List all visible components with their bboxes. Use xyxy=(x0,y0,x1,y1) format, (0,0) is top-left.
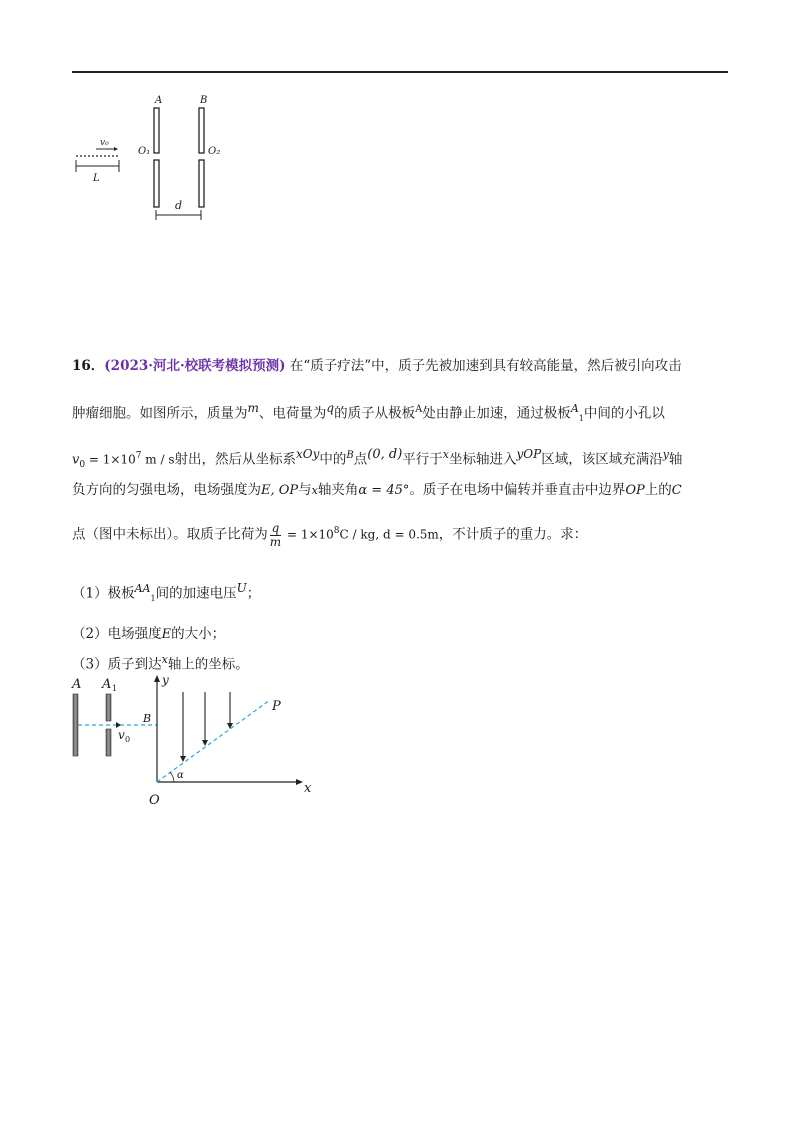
ratio-exponent: 8 xyxy=(333,526,340,536)
var-v0-sub: 0 xyxy=(79,460,86,471)
ratio-value: = 1×10 xyxy=(283,527,334,542)
var-x: x xyxy=(161,653,168,666)
text-segment: （3）质子到达 xyxy=(72,656,162,673)
text-segment: 轴上的坐标。 xyxy=(167,656,249,673)
var-yop: yOP xyxy=(516,447,542,461)
plate-a-label: A xyxy=(155,95,163,106)
plate-a1-label: A xyxy=(102,677,112,692)
var-a1: A xyxy=(570,402,579,415)
var-y: y xyxy=(662,448,669,461)
text-segment: 在“质子疗法”中，质子先被加速到具有较高能量，然后被引向攻击 xyxy=(289,358,682,374)
text-segment: 间的加速电压 xyxy=(155,585,237,602)
angle-label: α xyxy=(177,770,184,781)
hole-o1-label: O₁ xyxy=(138,146,151,157)
var-a1-sub: 1 xyxy=(578,414,584,424)
question-2 xyxy=(72,624,225,645)
ratio-denominator: m xyxy=(269,534,282,549)
problem-line-2 xyxy=(72,398,665,429)
text-segment: 中的 xyxy=(319,451,347,468)
hole-o2-label: O₂ xyxy=(208,146,221,157)
ratio-numerator: q xyxy=(271,520,280,535)
text-segment: 坐标轴进入 xyxy=(449,451,517,468)
ratio-unit-and-d: C / kg, d = 0.5m xyxy=(339,527,439,542)
text-segment: 的质子从极板 xyxy=(334,405,416,422)
text-segment: ，不计质子的重力。求： xyxy=(438,526,588,543)
plate-a1-lower xyxy=(106,729,111,756)
var-b: B xyxy=(346,450,354,461)
text-segment: 肿瘤细胞。如图所示，质量为 xyxy=(72,405,248,422)
velocity-exponent: 7 xyxy=(135,451,142,461)
text-segment: 轴 xyxy=(668,451,683,468)
var-e-op: E, OP xyxy=(261,483,299,498)
angle-alpha: α = 45° xyxy=(358,483,410,498)
text-segment: 点 xyxy=(353,451,368,468)
gap-label: d xyxy=(175,199,183,212)
point-p-label: P xyxy=(272,699,281,714)
plate-a1-sub: 1 xyxy=(112,684,118,693)
text-segment: 区域，该区域充满沿 xyxy=(541,451,663,468)
header-rule xyxy=(72,71,728,73)
problem-line-4 xyxy=(72,480,682,501)
text-segment: ； xyxy=(246,585,261,602)
charge-mass-ratio xyxy=(270,522,281,549)
var-aa1-sub: 1 xyxy=(150,594,156,604)
text-segment: 射出，然后从坐标系 xyxy=(174,451,297,468)
problem-number: 16． xyxy=(72,358,105,374)
text-segment: 上的 xyxy=(644,482,672,498)
var-u: U xyxy=(236,581,247,595)
var-xoy: xOy xyxy=(296,447,320,461)
problem-line-1 xyxy=(72,356,682,376)
plate-a-label: A xyxy=(72,677,82,692)
var-e: E xyxy=(161,627,172,642)
var-v0: v xyxy=(72,452,80,468)
var-m: m xyxy=(247,401,259,415)
problem-line-5 xyxy=(72,514,587,548)
length-label: L xyxy=(93,173,100,184)
velocity-label: v₀ xyxy=(100,138,109,148)
velocity-label: v xyxy=(118,728,125,742)
question-1 xyxy=(72,578,260,609)
velocity-sub: 0 xyxy=(125,735,131,744)
velocity-value: = 1×10 xyxy=(85,452,136,467)
text-segment: 处由静止加速，通过极板 xyxy=(422,405,571,422)
text-segment: 负方向的匀强电场，电场强度为 xyxy=(72,482,261,498)
text-segment: 轴夹角 xyxy=(317,482,359,498)
text-segment: 与 xyxy=(298,482,312,498)
field-diagram xyxy=(66,670,322,810)
plates-diagram xyxy=(66,88,226,228)
point-b-coords: (0, d) xyxy=(367,447,403,462)
origin-label: O xyxy=(149,793,160,808)
plate-a xyxy=(73,694,78,756)
source-tag: (2023·河北·校联考模拟预测) xyxy=(104,358,286,374)
var-x: x xyxy=(442,448,449,461)
var-a: A xyxy=(415,404,423,415)
text-segment: 。质子在电场中偏转并垂直击中边界 xyxy=(409,482,626,498)
text-segment: 、电荷量为 xyxy=(258,405,327,422)
text-segment: （1）极板 xyxy=(72,585,135,602)
plate-b-label: B xyxy=(200,95,208,106)
plate-a1-upper xyxy=(106,694,111,721)
var-op: OP xyxy=(625,483,645,498)
text-segment: 平行于 xyxy=(402,451,443,468)
var-x: x xyxy=(311,484,318,497)
var-c: C xyxy=(671,483,682,498)
y-axis-label: y xyxy=(162,673,169,687)
text-segment: 中间的小孔以 xyxy=(583,405,665,422)
text-segment: （2）电场强度 xyxy=(72,626,162,642)
boundary-op xyxy=(157,700,270,782)
text-segment: 点（图中未标出）。取质子比荷为 xyxy=(72,526,268,543)
velocity-unit: m / s xyxy=(141,452,175,467)
problem-line-3 xyxy=(72,444,682,475)
var-aa1: AA xyxy=(134,582,151,595)
var-q: q xyxy=(326,401,335,415)
x-axis-label: x xyxy=(304,781,312,796)
point-b-label: B xyxy=(143,712,152,725)
text-segment: 的大小； xyxy=(171,626,226,642)
